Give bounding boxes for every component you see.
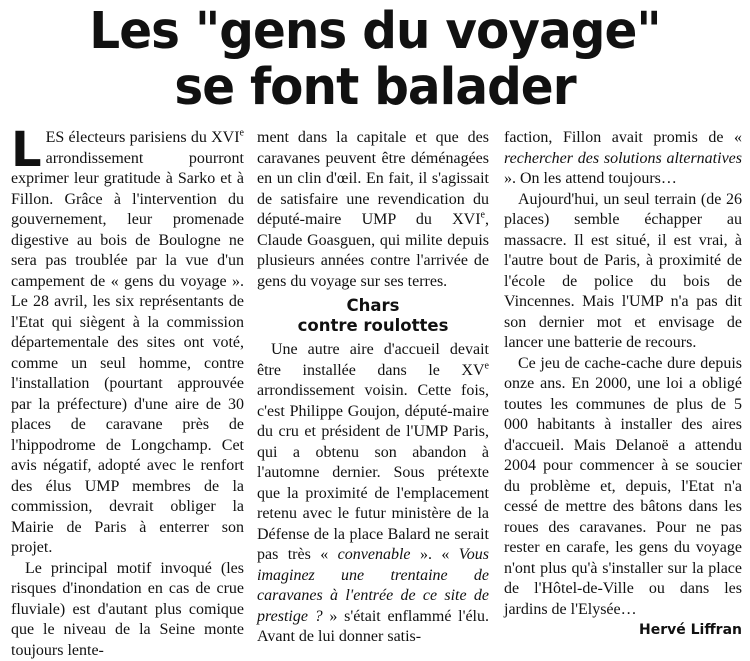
text-run: ment dans la capitale et que des caravanes peuvent être déménagées en un clin d'œil. En fait, il s'agissait de satisfaire une revendication du député-maire UMP du XVI xyxy=(257,129,489,228)
text-run: Une autre aire d'accueil devait être installée dans le XV xyxy=(257,341,489,379)
subheading xyxy=(257,296,489,336)
paragraph xyxy=(257,340,489,648)
paragraph xyxy=(11,128,244,559)
italic-quote: Vous imaginez une trentaine de caravanes à l'entrée de ce site de prestige ? xyxy=(257,546,489,625)
paragraph xyxy=(257,128,489,292)
superscript: e xyxy=(481,210,485,221)
text-run: faction, Fillon avait promis de « xyxy=(504,129,742,146)
column-2 xyxy=(257,128,489,648)
paragraph: Aujourd'hui, un seul terrain (de 26 places) semble échapper au massacre. Il est situé, il est vrai, à l'autre bout de Paris, à proximité de l'école de police du bois de Vincennes. Mais l'UMP n'a pas dit son dernier mot et envisage de lancer une batterie de recours. xyxy=(504,190,742,354)
column-1 xyxy=(11,128,244,661)
text-run: ES électeurs parisiens du XVI xyxy=(46,129,240,146)
text-run: » s'était enflammé l'élu. Avant de lui donner satis- xyxy=(257,608,489,646)
paragraph: Le principal motif invoqué (les risques d'inondation en cas de crue fluviale) est d'autant plus comique que le niveau de la Seine monte toujours lente- xyxy=(11,559,244,661)
headline xyxy=(19,4,732,116)
subheading-line-2: contre roulottes xyxy=(257,316,489,336)
author-byline: Hervé Liffran xyxy=(504,620,742,640)
superscript: e xyxy=(240,128,244,139)
text-run: ». « xyxy=(411,546,459,563)
text-run: arrondissement pourront exprimer leur gratitude à Sarko et à Fillon. Grâce à l'intervention du gouvernement, leur promenade digestive au bois de Boulogne ne sera pas troublée par la vue d'un campement de « gens du voyage ». Le 28 avril, les six représentants de l'Etat qui siègent à la commission départementale des sites ont voté, comme un seul homme, contre l'installation (pourtant approuvée par la préfecture) d'une aire de 30 places de caravane près de l'hippodrome de Longchamp. Cet avis négatif, adopté avec le renfort des élus UMP membres de la commission, devrait obliger la Mairie de Paris à enterrer son projet. xyxy=(11,150,244,557)
subheading-line-1: Chars xyxy=(257,296,489,316)
superscript: e xyxy=(485,360,489,371)
text-run: , Claude Goasguen, qui milite depuis plusieurs années contre l'arrivée de gens du voyage sur ses terres. xyxy=(257,211,489,290)
text-run: arrondissement voisin. Cette fois, c'est Philippe Goujon, député-maire du cru et président de l'UMP Paris, qui a obtenu son abandon à l'automne dernier. Sous prétexte que la proximité de l'emplacement retenu avec le futur ministère de la Défense de la place Balard ne serait pas très « xyxy=(257,382,489,563)
italic-text: convenable xyxy=(338,546,411,563)
text-run: ». On les attend toujours… xyxy=(504,170,677,187)
headline-line-1: Les "gens du voyage" xyxy=(19,4,732,60)
italic-quote: rechercher des solutions alternatives xyxy=(504,150,742,167)
column-3 xyxy=(504,128,742,640)
paragraph: Ce jeu de cache-cache dure depuis onze ans. En 2000, une loi a obligé toutes les communes de plus de 5 000 habitants à installer des aires d'accueil. Mais Delanoë a attendu 2004 pour commencer à se soucier du problème et, depuis, l'Etat n'a cessé de mettre des bâtons dans les roues des caravanes. Pour ne pas rester en carafe, les gens du voyage n'ont plus qu'à s'installer sur la place de l'Hôtel-de-Ville ou dans les jardins de l'Elysée… xyxy=(504,354,742,621)
paragraph xyxy=(504,128,742,190)
headline-line-2: se font balader xyxy=(19,60,732,116)
drop-cap: L xyxy=(11,131,42,169)
